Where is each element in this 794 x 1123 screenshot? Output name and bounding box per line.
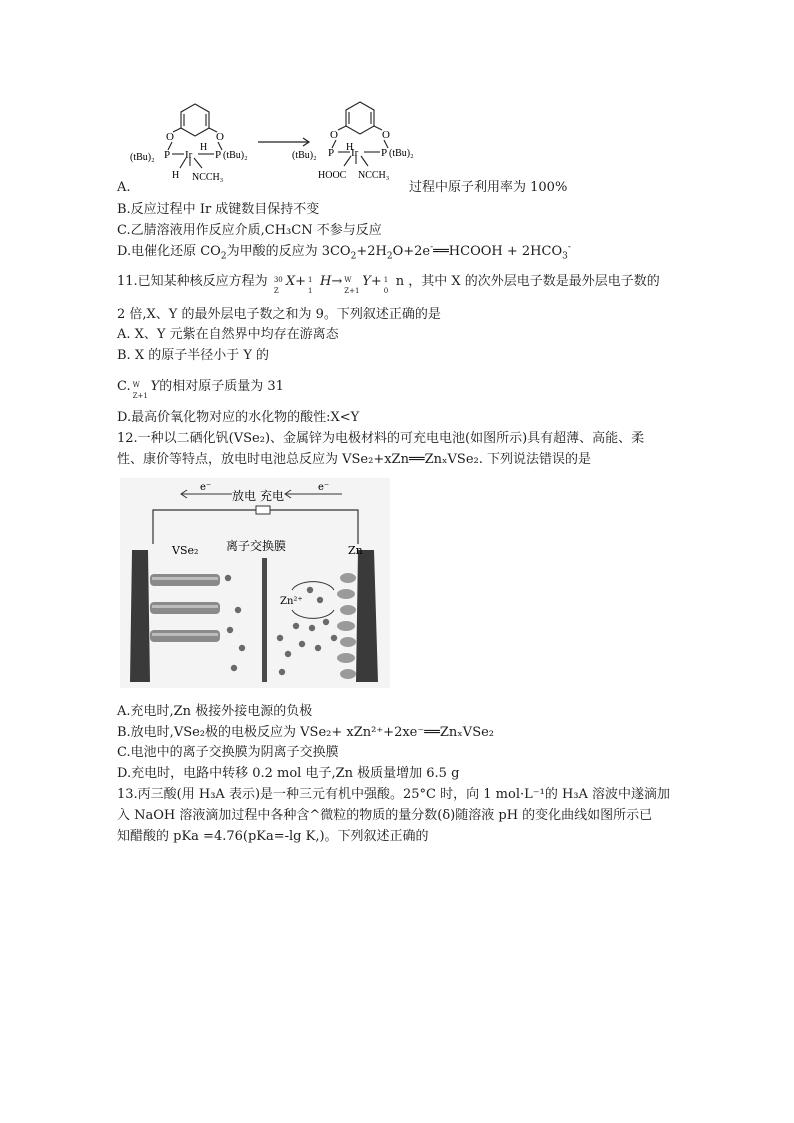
q10-d-part5: ══HCOOH + 2HCO [433, 244, 563, 259]
q11-option-d: D.最高价氧化物对应的水化物的酸性:X<Y [117, 410, 360, 425]
q12-stem-line2: 性、康价等特点，放电时电池总反应为 VSe₂+xZn══ZnₓVSe₂. 下列说法错误的是 [117, 452, 591, 467]
q10-d-part3: +2H [356, 244, 387, 259]
discharge-label: 放电 [232, 489, 257, 503]
q10-d-sub: 2 [386, 251, 393, 262]
reactant-oxygen-left: O [166, 131, 174, 143]
q10-d-sub: 2 [220, 251, 227, 262]
nuclide-n: 1 0 [383, 275, 389, 295]
reactant-hydride: H [172, 170, 180, 181]
q11-plus: + [295, 274, 306, 289]
product-p-right: P [381, 147, 388, 159]
nuclide-h: 1 1 [308, 275, 313, 295]
q11-prefix: 11.已知某种核反应方程为 [117, 274, 268, 289]
q11-c-label: C. [117, 379, 131, 394]
product-ligand: NCCH₃ [358, 170, 390, 181]
nuclide-n-symbol: n [395, 274, 405, 289]
q10-d-sup: - [567, 242, 571, 253]
electron-label-left: e⁻ [200, 482, 212, 493]
product-hydrogen: H [346, 142, 354, 153]
reactant-p-right: P [215, 149, 222, 161]
q10-d-part1: D.电催化还原 CO [117, 244, 221, 259]
q11-suffix: ，其中 X 的次外层电子数是最外层电子数的 [408, 274, 660, 289]
nuclide-y-option-symbol: Y [150, 379, 160, 394]
q12-option-a: A.充电时,Zn 极接外接电源的负极 [117, 704, 313, 719]
product-oxygen-left: O [330, 129, 338, 141]
nuclide-h-symbol: H [320, 274, 332, 289]
zinc-ion-label: Zn²⁺ [280, 596, 303, 607]
q10-d-sub: 2 [350, 251, 357, 262]
reactant-hydrogen: H [200, 142, 208, 153]
q10-d-sub: 3 [562, 251, 568, 262]
q13-stem-line2: 入 NaOH 溶液滴加过程中各种含^微粒的物质的量分数(δ)随溶液 pH 的变化曲线如图所示已 [117, 808, 653, 823]
nuclide-x-symbol: X [285, 274, 296, 289]
reaction-scheme [120, 98, 430, 190]
product-tbu-right: (tBu)₂ [389, 148, 414, 159]
product-molecule [332, 102, 388, 166]
q10-option-a [117, 180, 568, 196]
reactant-tbu-left: (tBu)₂ [130, 152, 155, 163]
reactant-p-left: P [164, 149, 171, 161]
q10-d-part4: O+2e [392, 244, 431, 259]
q13-stem-line1: 13.丙三酸(用 H₃A 表示)是一种三元有机中强酸。25°C 时，向 1 mol·L⁻¹的 H₃A 溶波中遂滴加 [117, 787, 671, 802]
q10-option-b: B.反应过程中 Ir 成键数目保持不变 [117, 202, 320, 217]
q13-stem-line3: 知醋酸的 pKa =4.76(pKa=-lg K,)。下列叙述正确的 [117, 829, 429, 844]
reaction-scheme-svg [120, 98, 430, 190]
battery-diagram-svg [120, 478, 390, 688]
electron-label-right: e⁻ [318, 482, 330, 493]
q10-option-c: C.乙腈溶液用作反应介质,CH₃CN 不参与反应 [117, 223, 382, 238]
nuclide-y-symbol: Y [362, 274, 371, 289]
battery-diagram [120, 478, 390, 688]
q11-stem-line1 [117, 274, 660, 295]
q12-option-d: D.充电时，电路中转移 0.2 mol 电子,Zn 极质量增加 6.5 g [117, 766, 460, 781]
reactant-iridium: Ir [185, 149, 193, 161]
q11-plus: + [370, 274, 382, 289]
q12-option-c: C.电池中的离子交换膜为阴离子交换膜 [117, 745, 339, 760]
reactant-oxygen-right: O [216, 131, 224, 143]
q10-option-a-label: A. [117, 180, 131, 195]
product-formate: HOOC [318, 170, 347, 181]
q10-option-a-text: 过程中原子利用率为 100% [409, 180, 568, 195]
reactant-ligand: NCCH₃ [192, 172, 224, 183]
zn-electrode-label: Zn [348, 544, 363, 557]
q11-stem-line2: 2 倍,X、Y 的最外层电子数之和为 9。下列叙述正确的是 [117, 307, 441, 322]
vse2-electrode-label: VSe₂ [172, 544, 199, 557]
product-p-left: P [328, 147, 335, 159]
q10-d-sup: - [430, 242, 434, 253]
reactant-molecule [168, 104, 222, 168]
q11-option-c [117, 379, 284, 400]
q10-option-d [117, 244, 571, 260]
nuclide-x: 30 Z [273, 275, 283, 295]
charge-label: 充电 [260, 489, 285, 503]
q11-option-b: B. X 的原子半径小于 Y 的 [117, 348, 270, 363]
q11-c-text: 的相对原子质量为 31 [159, 379, 284, 394]
q11-arrow: → [331, 274, 343, 289]
nuclide-y: W Z+1 [344, 275, 360, 295]
q12-option-b: B.放电时,VSe₂极的电极反应为 VSe₂+ xZn²⁺+2xe⁻══ZnₓVSe₂ [117, 725, 495, 740]
reactant-tbu-right: (tBu)₂ [223, 150, 248, 161]
q11-option-a: A. X、Y 元紫在自然界中均存在游离态 [117, 327, 339, 342]
product-tbu-left: (tBu)₂ [292, 150, 317, 161]
q10-d-part2: 为甲酸的反应为 3CO [226, 244, 351, 259]
reaction-arrow [258, 138, 309, 146]
product-iridium: Ir [351, 147, 359, 159]
nuclide-y-option: W Z+1 [132, 380, 148, 400]
q12-stem-line1: 12.一种以二硒化钒(VSe₂)、金属锌为电极材料的可充电电池(如图所示)具有超薄、高能、柔 [117, 431, 645, 446]
product-oxygen-right: O [382, 129, 390, 141]
membrane-label: 离子交换膜 [226, 539, 287, 553]
